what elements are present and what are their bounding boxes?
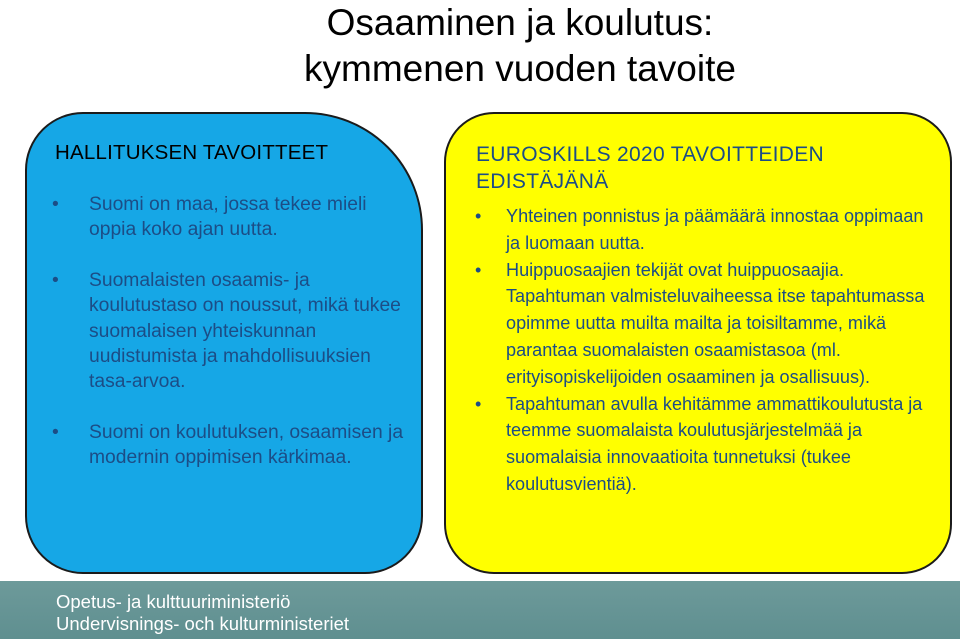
- bullet-icon: •: [475, 393, 482, 414]
- bullet-icon: •: [52, 421, 59, 443]
- slide-title-line-2: kymmenen vuoden tavoite: [304, 48, 736, 89]
- bullet-icon: •: [52, 269, 59, 291]
- list-item: [45, 420, 405, 471]
- ministry-name-swedish: Undervisnings- och kulturministeriet: [56, 613, 350, 634]
- list-item-text: Huippuosaajien tekijät ovat huippuosaajia. Tapahtuman valmisteluvaiheessa itse tapahtumassa opimme uutta muilta mailta ja toisiltamme, mikä parantaa suomalaisten osaamistasoa (ml. erityisopiskelijoiden osaaminen ja osallisuus).: [506, 259, 925, 387]
- euroskills-list: [470, 203, 940, 498]
- list-item: [45, 268, 405, 395]
- list-item-text: Yhteinen ponnistus ja päämäärä innostaa oppimaan ja luomaan uutta.: [506, 206, 924, 253]
- list-item-text: Suomi on maa, jossa tekee mieli oppia koko ajan uutta.: [89, 194, 367, 241]
- bullet-icon: •: [475, 206, 482, 226]
- slide-title: [140, 0, 900, 92]
- government-goals-list: [45, 192, 405, 496]
- bullet-icon: •: [52, 194, 59, 215]
- list-item-text: Tapahtuman avulla kehitämme ammattikoulutusta ja teemme suomalaista koulutusjärjestelmää ja suomalaisia innovaatioita tunnetuksi (tukee koulutusvientiä).: [506, 393, 923, 494]
- bullet-icon: •: [475, 259, 482, 280]
- list-item: [470, 391, 940, 498]
- list-item-text: Suomi on koulutuksen, osaamisen ja modernin oppimisen kärkimaa.: [89, 421, 404, 469]
- ministry-logo-text: [56, 591, 349, 635]
- ministry-name-finnish: Opetus- ja kulttuuriministeriö: [56, 591, 291, 612]
- list-item: [470, 203, 940, 257]
- list-item: [470, 257, 940, 391]
- slide-title-line-1: Osaaminen ja koulutus:: [326, 2, 714, 43]
- list-item-text: Suomalaisten osaamis- ja koulutustaso on noussut, mikä tukee suomalaisen yhteiskunnan uudistumista ja mahdollisuuksien tasa-arvoa.: [89, 269, 401, 393]
- euroskills-heading: EUROSKILLS 2020 TAVOITTEIDEN EDISTÄJÄNÄ: [476, 143, 825, 193]
- list-item: [45, 192, 405, 243]
- government-goals-heading: HALLITUKSEN TAVOITTEET: [55, 141, 329, 164]
